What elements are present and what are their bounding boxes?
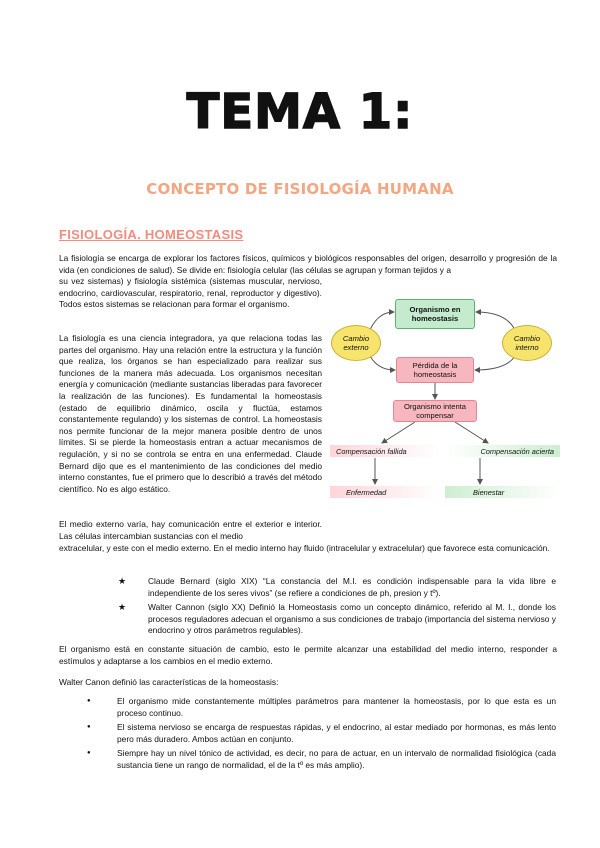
characteristics-list xyxy=(87,696,556,775)
arrow-externo-organismo xyxy=(370,312,394,330)
perdida-node: Pérdida de la homeostasis xyxy=(396,357,474,383)
paragraph-canon xyxy=(59,677,557,689)
section-heading: FISIOLOGÍA. HOMEOSTASIS xyxy=(59,227,244,242)
paragraph-intro xyxy=(59,253,557,276)
compensar-node: Organismo intenta compensar xyxy=(393,400,477,422)
page-title: TEMA 1: xyxy=(186,84,414,140)
paragraph-intro-text: La fisiología se encarga de explorar los factores físicos, químicos y biológicos responsables del origen, desarrollo y progresión de la vida (en condiciones de salud). Se divide en: fisiología celular (las células se agrupan y forman tejidos y a xyxy=(59,253,557,275)
homeostasis-diagram xyxy=(330,290,560,505)
quote-item: ★ Walter Cannon (siglo XX) Definió la Homeostasis como un concepto dinámico, referido al M. I., donde los procesos reguladores adecuan el organismo a sus condiciones de trabajo (importancia del sistema nervioso y endocrino y otros parámetros regulables). xyxy=(118,602,556,637)
arrow-compensar-fallida xyxy=(382,422,415,443)
arrow-externo-perdida xyxy=(370,356,395,370)
characteristic-item: ● El sistema nervioso se encarga de respuestas rápidas, y el endocrino, al estar mediado por hormonas, es más lento pero más duradero. Ambos actúan en conjunto. xyxy=(87,722,556,745)
paragraph-integradora xyxy=(59,333,322,495)
paragraph-medio-externo xyxy=(59,519,322,542)
paragraph-cambio-text: El organismo está en constante situación de cambio, esto le permite alcanzar una estabilidad del medio interno, responder a estímulos y adaptarse a los cambios en el medio externo. xyxy=(59,644,557,666)
organismo-node: Organismo en homeostasis xyxy=(395,299,475,329)
compensacion-acierta-bar: Compensación acierta xyxy=(445,445,560,457)
paragraph-integradora-text: La fisiología es una ciencia integradora, ya que relaciona todas las partes del organismo. Hay una relación entre la estructura y la función que realiza, los órganos se han especializado para realizar sus funciones de la manera más adecuada. Los organismos necesitan energía y comunicación (mediante sustancias liberadas para favorecer la realización de las funciones). Es fundamental la homeostasis (estado de equilibrio dinámico, oscila y fluctúa, estamos constantemente regulando) y los sistemas de control. La homeostasis nos permite funcionar de la mejor manera posible dentro de unos límites. Si se pierde la homeostasis entran a actuar mecanismos de regulación, y si no se controla se entra en una enfermedad. Claude Bernard dijo que es el mantenimiento de las condiciones del medio interno constantes, fue el primero que lo describió a través del método científico. No es algo estático. xyxy=(59,333,322,494)
paragraph-medio-externo-text: El medio externo varía, hay comunicación entre el exterior e interior. Las células intercambian sustancias con el medio xyxy=(59,519,322,541)
bienestar-bar: Bienestar xyxy=(445,486,560,498)
paragraph-canon-text: Walter Canon definió las características de la homeostasis: xyxy=(59,677,279,687)
quotes-list xyxy=(118,576,556,640)
quote-item: ★ Claude Bernard (siglo XIX) “La constancia del M.I. es condición indispensable para la vida libre e independiente de los seres vivos” (se refiere a condiciones de ph, presion y tº). xyxy=(118,576,556,599)
enfermedad-bar: Enfermedad xyxy=(330,486,440,498)
compensacion-fallida-bar: Compensación fallida xyxy=(330,445,440,457)
arrow-interno-organismo xyxy=(476,312,515,330)
paragraph-systems xyxy=(59,276,322,311)
arrow-compensar-acierta xyxy=(455,422,488,443)
cambio-interno-node: Cambio interno xyxy=(502,325,552,361)
paragraph-systems-text: su vez sistemas) y fisiología sistémica (sistemas muscular, nervioso, endocrino, cardiovascular, respiratorio, renal, reproductor y digestivo). Todos estos sistemas se relacionan para formar el organismo. xyxy=(59,276,322,310)
paragraph-cambio xyxy=(59,644,557,667)
paragraph-medio-interno xyxy=(59,543,557,555)
paragraph-medio-interno-text: extracelular, y este con el medio externo. En el medio interno hay fluido (intracelular y extracelular) que favorece esta comunicación. xyxy=(59,543,550,553)
characteristic-item: ● Siempre hay un nivel tónico de actividad, es decir, no para de actuar, en un intervalo de normalidad fisiológica (cada sustancia tiene un rango de normalidad, el de la tº es más amplio). xyxy=(87,748,556,771)
arrow-interno-perdida xyxy=(475,356,515,370)
characteristic-item: ● El organismo mide constantemente múltiples parámetros para mantener la homeostasis, por lo que esta es un proceso continuo. xyxy=(87,696,556,719)
cambio-externo-node: Cambio externo xyxy=(331,325,381,361)
page-subtitle: CONCEPTO DE FISIOLOGÍA HUMANA xyxy=(146,180,454,198)
